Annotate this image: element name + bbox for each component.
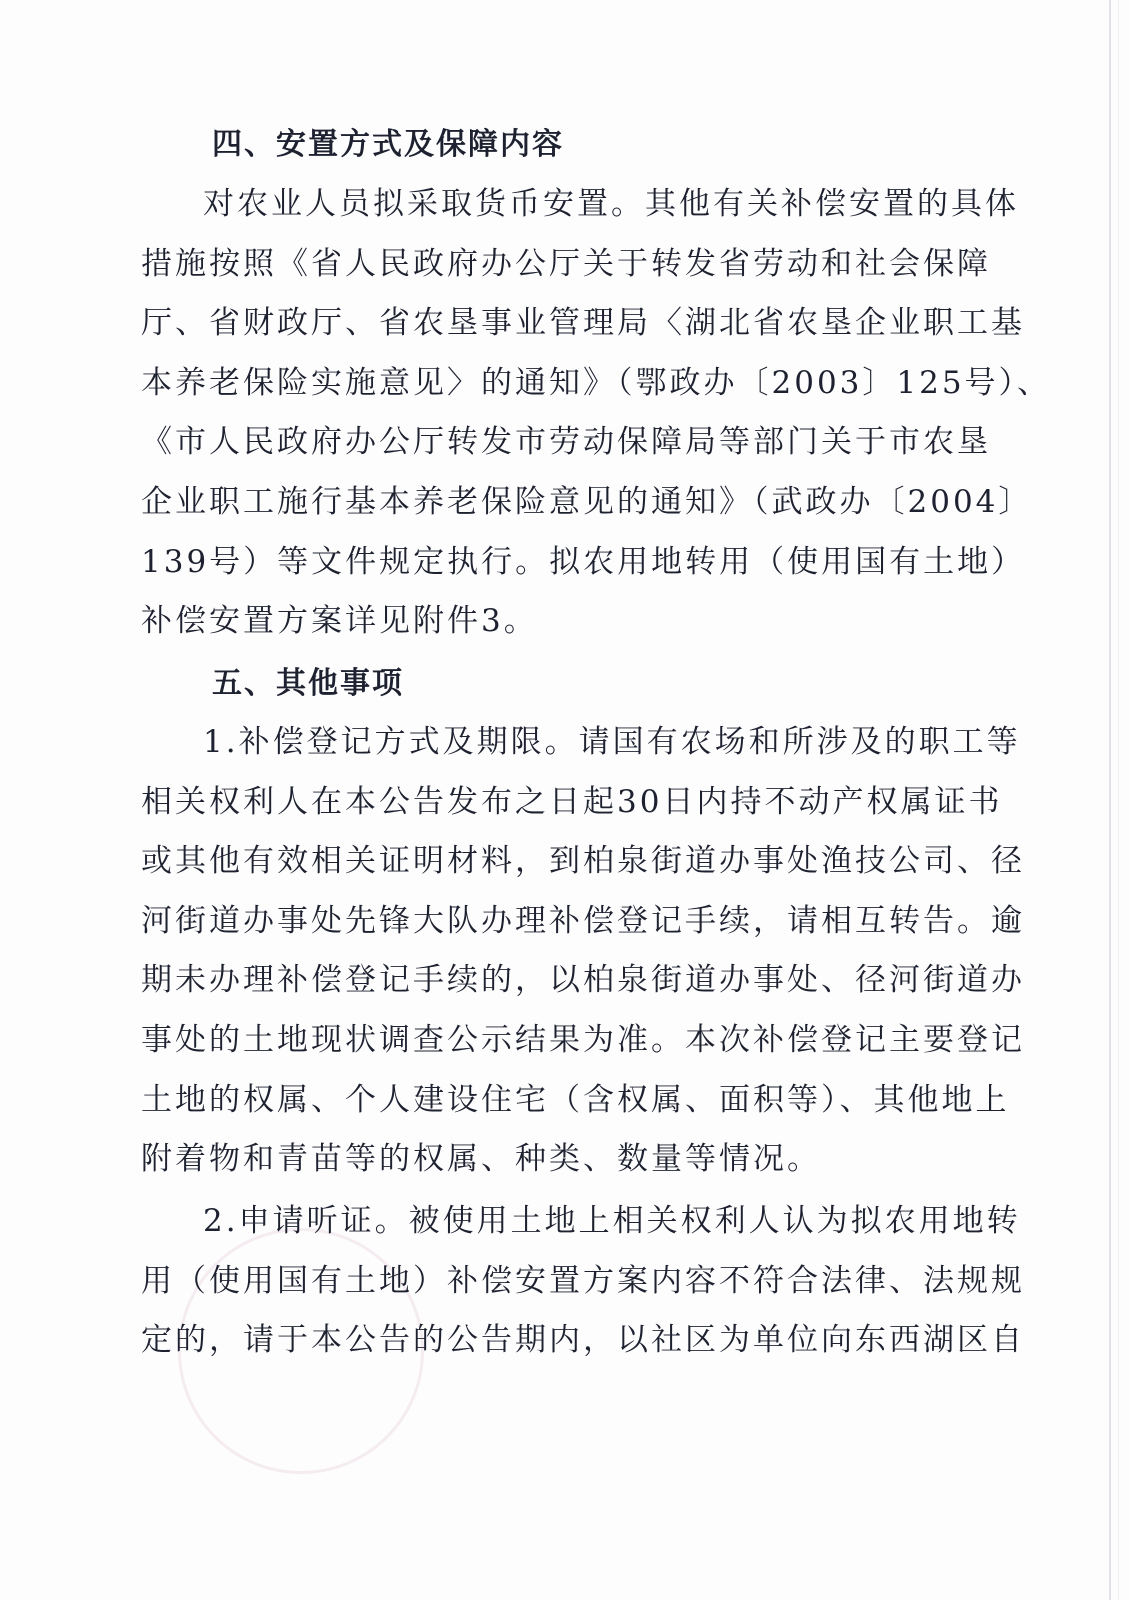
paragraph-line: 土地的权属、个人建设住宅（含权属、面积等）、其他地上 bbox=[141, 1082, 1010, 1118]
paragraph-line: 补偿安置方案详见附件3。 bbox=[141, 603, 538, 639]
paragraph-line: 措施按照《省人民政府办公厅关于转发省劳动和社会保障 bbox=[141, 246, 991, 282]
paragraph-line: 用（使用国有土地）补偿安置方案内容不符合法律、法规规 bbox=[141, 1263, 1025, 1299]
paragraph-line: 事处的土地现状调查公示结果为准。本次补偿登记主要登记 bbox=[141, 1022, 1025, 1058]
paragraph-line: 定的，请于本公告的公告期内，以社区为单位向东西湖区自 bbox=[141, 1322, 1025, 1358]
paragraph-line: 企业职工施行基本养老保险意见的通知》（武政办〔2004〕 bbox=[141, 484, 1033, 520]
paragraph-line: 《市人民政府办公厅转发市劳动保障局等部门关于市农垦 bbox=[141, 424, 991, 460]
paragraph-line: 厅、省财政厅、省农垦事业管理局〈湖北省农垦企业职工基 bbox=[141, 305, 1025, 341]
section-heading-5: 五、其他事项 bbox=[212, 666, 404, 701]
paragraph-line: 对农业人员拟采取货币安置。其他有关补偿安置的具体 bbox=[203, 186, 1019, 222]
paragraph-line: 本养老保险实施意见〉的通知》（鄂政办〔2003〕125号）、 bbox=[141, 365, 1052, 401]
paragraph-line: 河街道办事处先锋大队办理补偿登记手续，请相互转告。逾 bbox=[141, 903, 1025, 939]
paragraph-line: 2.申请听证。被使用土地上相关权利人认为拟农用地转 bbox=[203, 1203, 1021, 1239]
paragraph-line: 附着物和青苗等的权属、种类、数量等情况。 bbox=[141, 1141, 821, 1177]
section-heading-4: 四、安置方式及保障内容 bbox=[212, 127, 564, 162]
paragraph-line: 1.补偿登记方式及期限。请国有农场和所涉及的职工等 bbox=[203, 724, 1021, 760]
paragraph-line: 相关权利人在本公告发布之日起30日内持不动产权属证书 bbox=[141, 784, 1003, 820]
paragraph-line: 139号）等文件规定执行。拟农用地转用（使用国有土地） bbox=[141, 544, 1026, 580]
paragraph-line: 或其他有效相关证明材料，到柏泉街道办事处渔技公司、径 bbox=[141, 843, 1025, 879]
paragraph-line: 期未办理补偿登记手续的，以柏泉街道办事处、径河街道办 bbox=[141, 962, 1025, 998]
